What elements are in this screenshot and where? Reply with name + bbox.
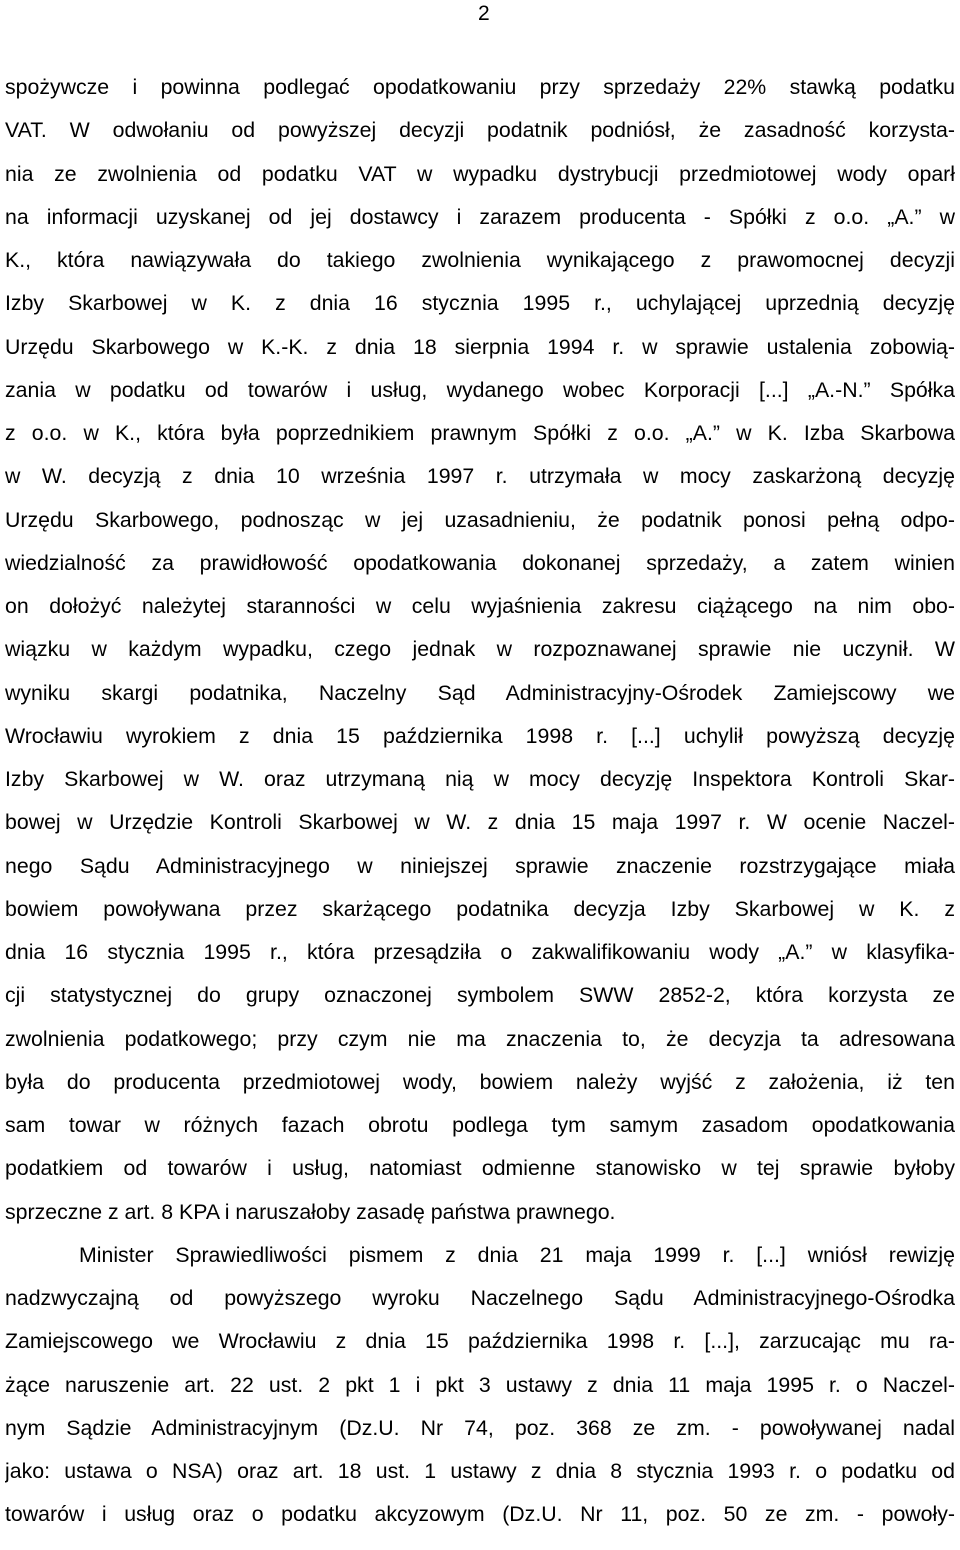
text-line: na informacji uzyskanej od jej dostawcy i zarazem producenta - Spółki z o.o. „A.” w — [5, 204, 955, 229]
text-line: sam towar w różnych fazach obrotu podlega tym samym zasadom opodatkowania — [5, 1113, 955, 1137]
text-line: Urzędu Skarbowego, podnosząc w jej uzasadnieniu, że podatnik ponosi pełną odpo- — [5, 507, 955, 532]
text-line: była do producenta przedmiotowej wody, bowiem należy wyjść z założenia, iż ten — [5, 1069, 955, 1094]
text-line: wiązku w każdym wypadku, czego jednak w rozpoznawanej sprawie nie uczynił. W — [5, 637, 955, 662]
text-line: K., która nawiązywała do takiego zwolnienia wynikającego z prawomocnej decyzji — [5, 248, 955, 272]
text-line: on dołożyć należytej staranności w celu wyjaśnienia zakresu ciążącego na nim obo- — [5, 594, 955, 618]
text-line: dnia 16 stycznia 1995 r., która przesądziła o zakwalifikowaniu wody „A.” w klasyfika- — [5, 940, 955, 964]
text-line: podatkiem od towarów i usług, natomiast odmienne stanowisko w tej sprawie byłoby — [5, 1156, 955, 1181]
text-line: Minister Sprawiedliwości pismem z dnia 21 maja 1999 r. [...] wniósł rewizję — [79, 1242, 955, 1267]
text-line: Zamiejscowego we Wrocławiu z dnia 15 października 1998 r. [...], zarzucając mu ra- — [5, 1329, 955, 1354]
text-line: Wrocławiu wyrokiem z dnia 15 października 1998 r. [...] uchylił powyższą decyzję — [5, 723, 955, 748]
text-line: Izby Skarbowej w K. z dnia 16 stycznia 1995 r., uchylającej uprzednią decyzję — [5, 291, 955, 316]
text-line: w W. decyzją z dnia 10 września 1997 r. utrzymała w mocy zaskarżoną decyzję — [5, 464, 955, 489]
text-line: wyniku skargi podatnika, Naczelny Sąd Administracyjny-Ośrodek Zamiejscowy we — [5, 680, 955, 705]
text-line: nia ze zwolnienia od podatku VAT w wypadku dystrybucji przedmiotowej wody oparł — [5, 161, 955, 186]
text-line: Izby Skarbowej w W. oraz utrzymaną nią w mocy decyzję Inspektora Kontroli Skar- — [5, 767, 955, 791]
text-line: towarów i usług oraz o podatku akcyzowym (Dz.U. Nr 11, poz. 50 ze zm. - powoły- — [5, 1502, 955, 1527]
text-line: cji statystycznej do grupy oznaczonej symbolem SWW 2852-2, która korzysta ze — [5, 983, 955, 1008]
text-line: nadzwyczajną od powyższego wyroku Naczelnego Sądu Administracyjnego-Ośrodka — [5, 1286, 955, 1310]
text-line: bowiem powoływana przez skarżącego podatnika decyzja Izby Skarbowej w K. z — [5, 896, 955, 921]
text-line: spożywcze i powinna podlegać opodatkowaniu przy sprzedaży 22% stawką podatku — [5, 75, 955, 99]
text-line: żące naruszenie art. 22 ust. 2 pkt 1 i pkt 3 ustawy z dnia 11 maja 1995 r. o Naczel- — [5, 1372, 955, 1397]
text-line: jako: ustawa o NSA) oraz art. 18 ust. 1 ustawy z dnia 8 stycznia 1993 r. o podatku od — [5, 1459, 955, 1483]
page-number: 2 — [478, 2, 490, 25]
text-line: nego Sądu Administracyjnego w niniejszej sprawie znaczenie rozstrzygające miała — [5, 853, 955, 878]
text-line: Urzędu Skarbowego w K.-K. z dnia 18 sierpnia 1994 r. w sprawie ustalenia zobowią- — [5, 334, 955, 359]
text-line: zwolnienia podatkowego; przy czym nie ma znaczenia to, że decyzja ta adresowana — [5, 1026, 955, 1051]
text-line: z o.o. w K., która była poprzednikiem prawnym Spółki z o.o. „A.” w K. Izba Skarbowa — [5, 421, 955, 445]
text-line: nym Sądzie Administracyjnym (Dz.U. Nr 74, poz. 368 ze zm. - powoływanej nadal — [5, 1415, 955, 1440]
text-line: wiedzialność za prawidłowość opodatkowania dokonanej sprzedaży, a zatem winien — [5, 550, 955, 575]
text-line: zania w podatku od towarów i usług, wydanego wobec Korporacji [...] „A.-N.” Spółka — [5, 377, 955, 402]
text-line: bowej w Urzędzie Kontroli Skarbowej w W. z dnia 15 maja 1997 r. W ocenie Naczel- — [5, 810, 955, 835]
text-line: VAT. W odwołaniu od powyższej decyzji podatnik podniósł, że zasadność korzysta- — [5, 118, 955, 143]
text-line: sprzeczne z art. 8 KPA i naruszałoby zasadę państwa prawnego. — [5, 1199, 616, 1224]
document-body — [5, 66, 955, 1537]
